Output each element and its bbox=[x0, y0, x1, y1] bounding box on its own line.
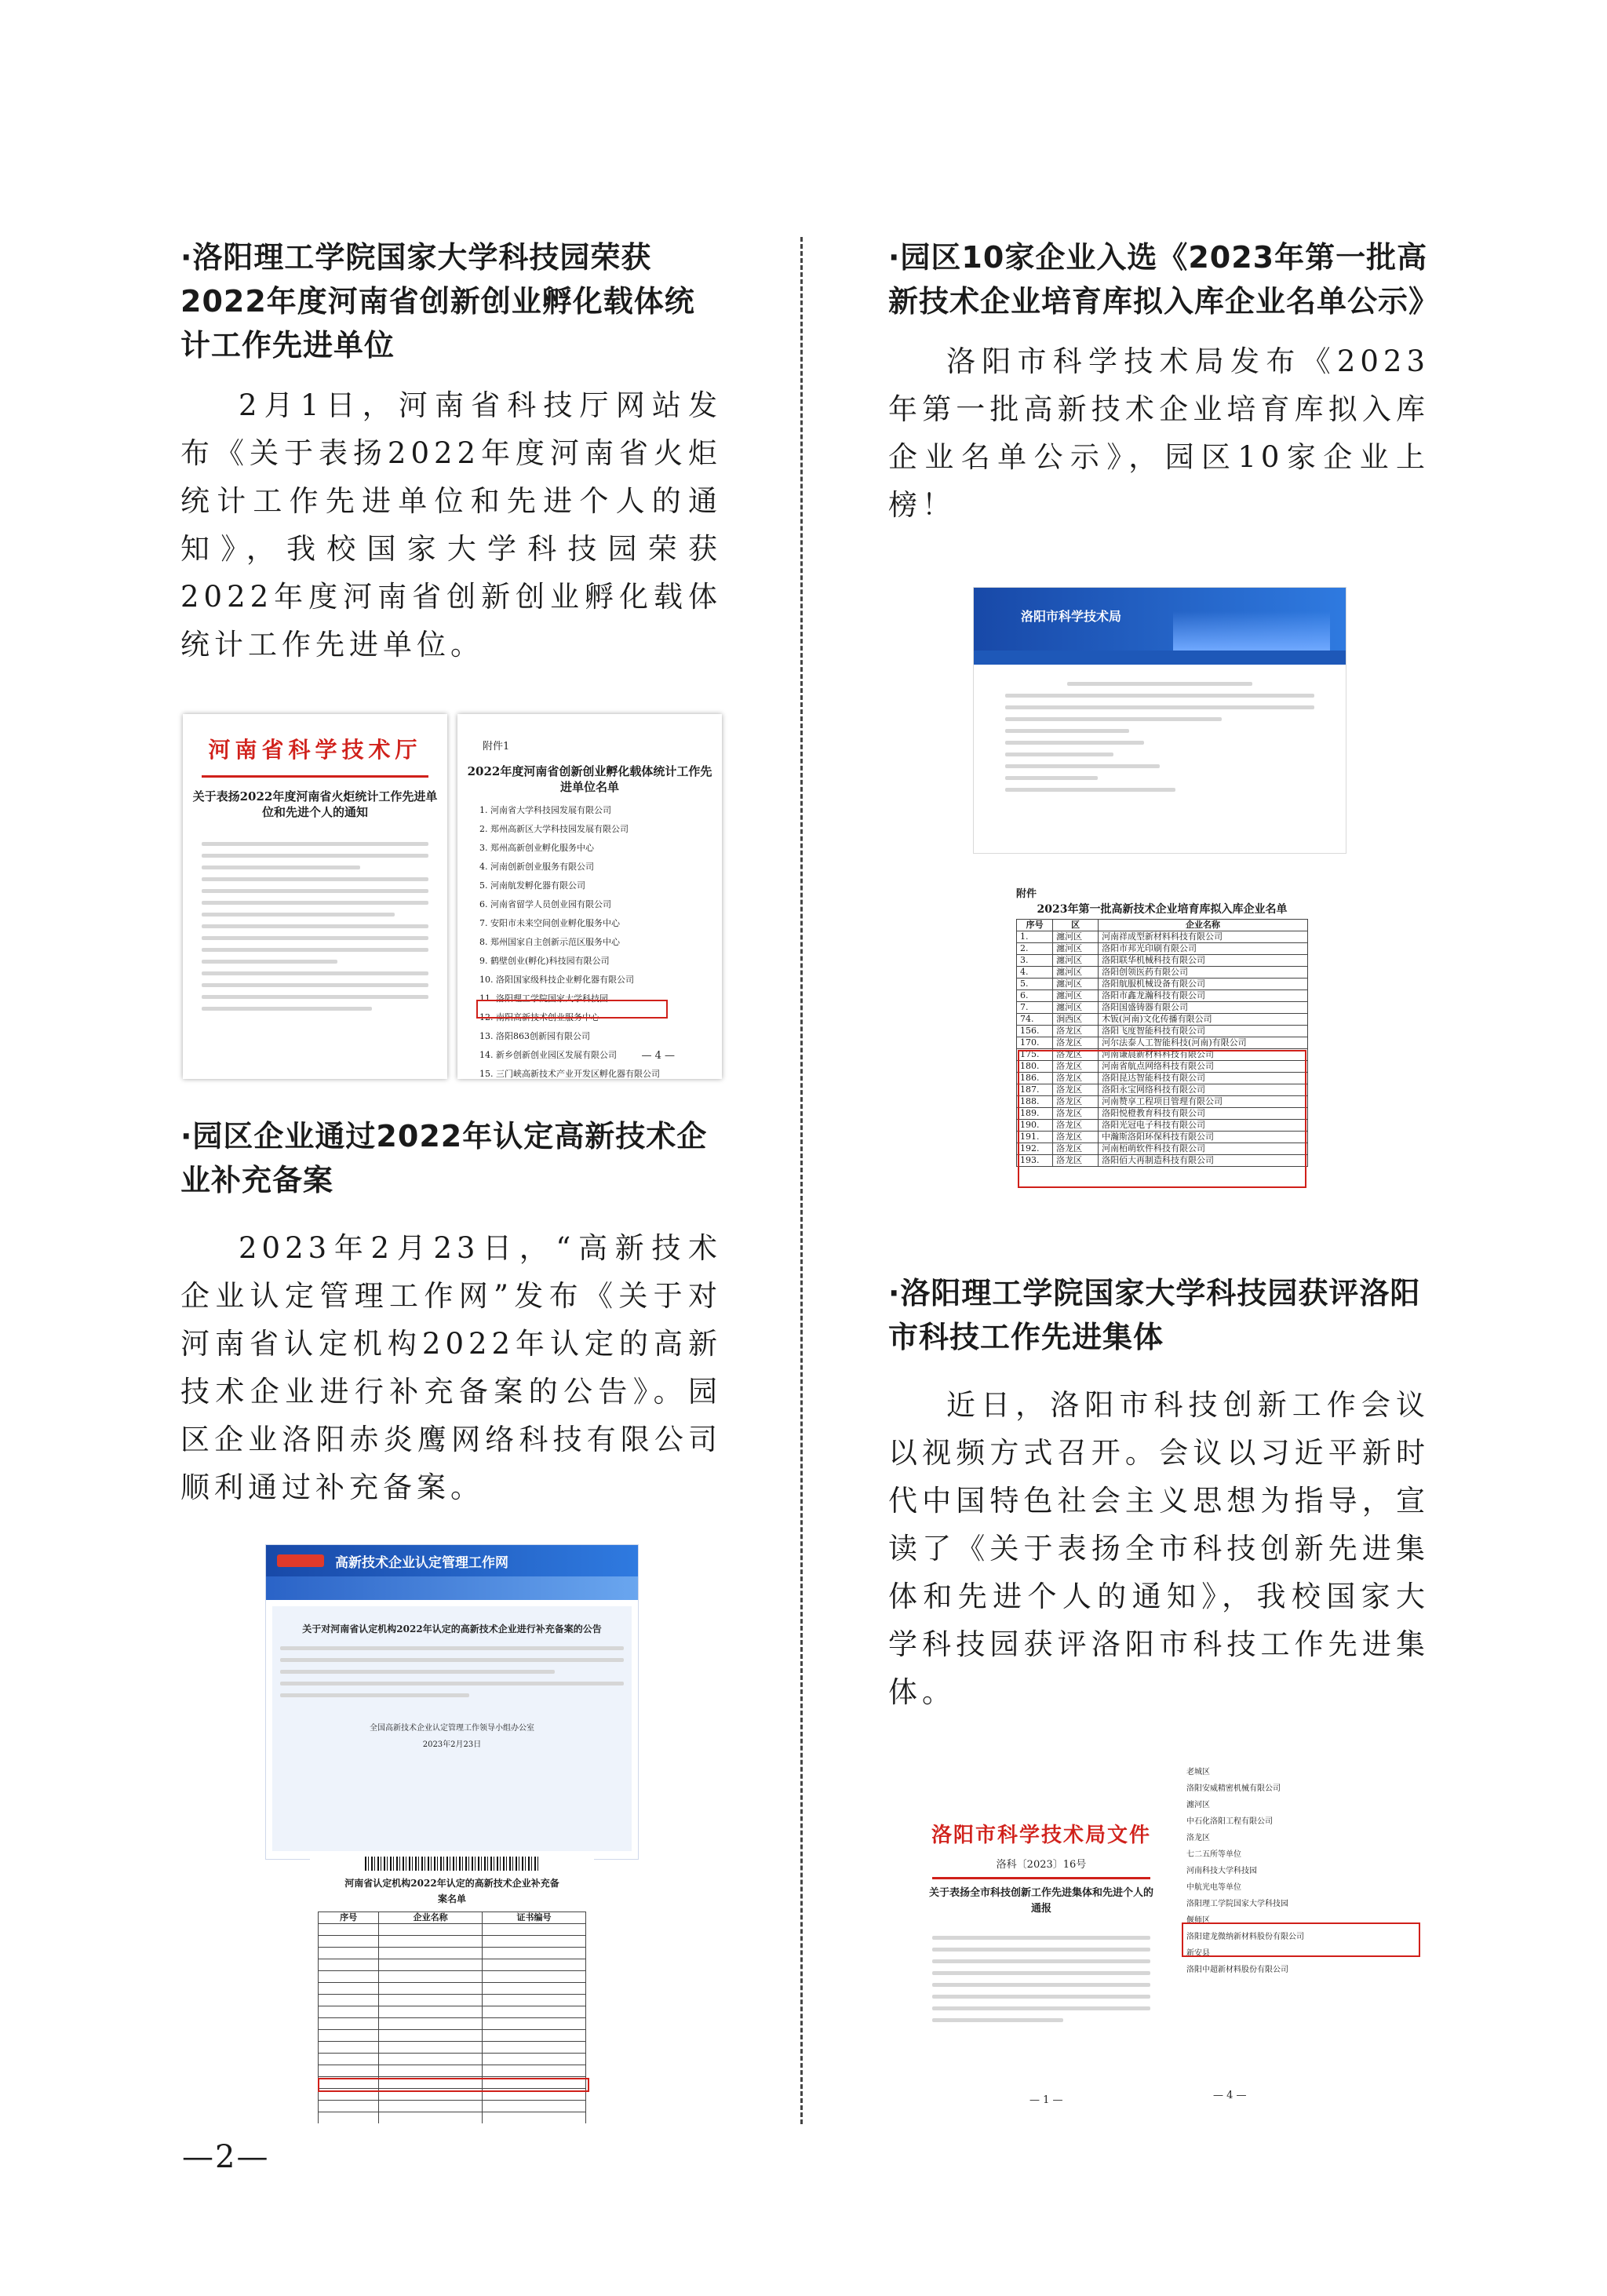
table-cell: 187. bbox=[1017, 1084, 1053, 1096]
article-2-body: 2023年2月23日，“高新技术企业认定管理工作网”发布《关于对河南省认定机构2022年认定的高新技术企业进行补充备案的公告》。园区企业洛阳赤炎鹰网络科技有限公司顺利通过补充备案。 bbox=[180, 1231, 722, 1504]
list-item: 洛阳建龙微纳新材料股份有限公司 bbox=[1186, 1933, 1304, 1941]
notice-body-lines bbox=[183, 826, 447, 1026]
table-cell: 洛阳创领医药有限公司 bbox=[1099, 967, 1308, 979]
table-cell bbox=[379, 1924, 483, 1936]
article-4-body: 近日，洛阳市科技创新工作会议以视频方式召开。会议以习近平新时代中国特色社会主义思想为指导，宣读了《关于表扬全市科技创新先进集体和先进个人的通知》，我校国家大学科技园获评洛阳市科技工作先进集体。 bbox=[888, 1388, 1430, 1709]
table-cell: 中瀚斯洛阳环保科技有限公司 bbox=[1099, 1132, 1308, 1143]
table-row bbox=[1017, 1037, 1308, 1049]
table-cell bbox=[379, 2101, 483, 2112]
page-mark: — 4 — bbox=[641, 1050, 675, 1062]
table-cell bbox=[319, 2042, 379, 2054]
right-column-2 bbox=[888, 1271, 1430, 1716]
henan-notice-image bbox=[183, 714, 447, 1079]
highlight-box bbox=[1018, 1050, 1306, 1188]
table-cell: 186. bbox=[1017, 1073, 1053, 1084]
table-cell: 180. bbox=[1017, 1061, 1053, 1073]
table-cell bbox=[379, 2006, 483, 2018]
table-cell: 瀍河区 bbox=[1053, 1002, 1099, 1014]
list-item: 洛阳理工学院国家大学科技园 bbox=[1186, 1900, 1288, 1908]
list-item: 5. 河南航发孵化器有限公司 bbox=[479, 880, 585, 891]
table-cell: 洛阳永宝网络科技有限公司 bbox=[1099, 1084, 1308, 1096]
table-cell: 洛龙区 bbox=[1053, 1037, 1099, 1049]
table-cell: 洛阳悦橙教育科技有限公司 bbox=[1099, 1108, 1308, 1120]
table-cell: 洛龙区 bbox=[1053, 1061, 1099, 1073]
table-cell: 洛阳航服机械设备有限公司 bbox=[1099, 979, 1308, 990]
table-cell bbox=[379, 1983, 483, 1995]
table-cell: 洛阳市鑫龙瀚科技有限公司 bbox=[1099, 990, 1308, 1002]
site-nav bbox=[974, 651, 1346, 665]
highlight-box bbox=[1182, 1922, 1420, 1957]
table-cell: 189. bbox=[1017, 1108, 1053, 1120]
table-row bbox=[1017, 967, 1308, 979]
list-item: 11. 洛阳理工学院国家大学科技园 bbox=[479, 993, 608, 1004]
list-item: 中石化洛阳工程有限公司 bbox=[1186, 1817, 1273, 1826]
table-cell: 洛阳市邦光印刷有限公司 bbox=[1099, 943, 1308, 955]
table-cell bbox=[319, 2112, 379, 2124]
table-row bbox=[319, 1948, 586, 1959]
table-cell bbox=[319, 1948, 379, 1959]
site-banner bbox=[974, 588, 1346, 651]
table-cell bbox=[319, 2030, 379, 2042]
table-row bbox=[1017, 943, 1308, 955]
table-cell bbox=[483, 2065, 586, 2077]
table-row bbox=[319, 2006, 586, 2018]
henan-org-title: 河南省科学技术厅 bbox=[208, 737, 422, 763]
table-cell bbox=[379, 2054, 483, 2065]
site-notice-title: 关于对河南省认定机构2022年认定的高新技术企业进行补充备案的公告 bbox=[302, 1624, 602, 1635]
table-cell: 河南省航点网络科技有限公司 bbox=[1099, 1061, 1308, 1073]
list-item: 河南科技大学科技园 bbox=[1186, 1867, 1257, 1875]
col-header: 企业名称 bbox=[1099, 920, 1308, 931]
table-cell: 涧西区 bbox=[1053, 1014, 1099, 1026]
list-item: 12. 南阳高新技术创业服务中心 bbox=[479, 1012, 599, 1022]
table-cell: 洛龙区 bbox=[1053, 1096, 1099, 1108]
table-cell: 瀍河区 bbox=[1053, 955, 1099, 967]
table-cell: 瀍河区 bbox=[1053, 931, 1099, 943]
list-item: 新安县 bbox=[1186, 1949, 1210, 1958]
table-cell bbox=[379, 1959, 483, 1971]
col-header: 区 bbox=[1053, 920, 1099, 931]
table-cell bbox=[319, 1983, 379, 1995]
right-column bbox=[888, 235, 1440, 529]
table-cell: 175. bbox=[1017, 1049, 1053, 1061]
site-office: 全国高新技术企业认定管理工作领导小组办公室 bbox=[370, 1724, 534, 1733]
table-cell: 5. bbox=[1017, 979, 1053, 990]
attachment-label: 附件 bbox=[1016, 888, 1037, 900]
list-item: 2. 郑州高新区大学科技园发展有限公司 bbox=[479, 824, 629, 834]
filing-list-title: 河南省认定机构2022年认定的高新技术企业补充备案名单 bbox=[344, 1878, 559, 1904]
site-logo bbox=[277, 1554, 324, 1567]
table-cell: 洛阳佰大再制造科技有限公司 bbox=[1099, 1155, 1308, 1167]
table-cell: 河南谦晨新材料科技有限公司 bbox=[1099, 1049, 1308, 1061]
table-cell: 洛阳昆达智能科技有限公司 bbox=[1099, 1073, 1308, 1084]
list-item: 3. 郑州高新创业孵化服务中心 bbox=[479, 843, 594, 853]
table-cell bbox=[483, 1983, 586, 1995]
table-row bbox=[319, 2030, 586, 2042]
list-item: 老城区 bbox=[1186, 1768, 1210, 1777]
table-row bbox=[1017, 979, 1308, 990]
table-cell bbox=[379, 2065, 483, 2077]
table-row bbox=[1017, 990, 1308, 1002]
table-cell bbox=[319, 1924, 379, 1936]
list-item: 15. 三门峡高新技术产业开发区孵化器有限公司 bbox=[479, 1069, 660, 1079]
table-cell: 河尔法泰人工智能科技(河南)有限公司 bbox=[1099, 1037, 1308, 1049]
luoyang-list-image bbox=[1177, 1758, 1420, 2116]
table-cell: 河南赞享工程项目管理有限公司 bbox=[1099, 1096, 1308, 1108]
list-item: 1. 河南省大学科技园发展有限公司 bbox=[479, 805, 611, 815]
col-header: 序号 bbox=[1017, 920, 1053, 931]
table-cell bbox=[483, 2030, 586, 2042]
table-row bbox=[319, 1924, 586, 1936]
table-cell bbox=[319, 2006, 379, 2018]
list-item: 7. 安阳市未来空间创业孵化服务中心 bbox=[479, 918, 620, 928]
site-title: 高新技术企业认定管理工作网 bbox=[335, 1554, 508, 1571]
table-row bbox=[319, 1995, 586, 2006]
table-cell: 洛龙区 bbox=[1053, 1143, 1099, 1155]
table-row bbox=[1017, 1014, 1308, 1026]
table-cell: 河南栢萌软件科技有限公司 bbox=[1099, 1143, 1308, 1155]
left-column bbox=[180, 235, 722, 669]
table-row bbox=[319, 2112, 586, 2124]
nursery-table-title: 2023年第一批高新技术企业培育库拟入库企业名单 bbox=[1037, 903, 1288, 916]
list-item: 8. 郑州国家自主创新示范区服务中心 bbox=[479, 937, 620, 947]
column-divider bbox=[800, 237, 803, 2124]
table-cell bbox=[319, 2054, 379, 2065]
table-cell bbox=[379, 1948, 483, 1959]
table-cell: 洛龙区 bbox=[1053, 1155, 1099, 1167]
table-cell: 3. bbox=[1017, 955, 1053, 967]
table-row bbox=[1017, 955, 1308, 967]
table-row bbox=[319, 1971, 586, 1983]
table-cell bbox=[379, 1995, 483, 2006]
skyline-graphic bbox=[1173, 611, 1330, 651]
table-cell bbox=[319, 1959, 379, 1971]
table-cell: 洛龙区 bbox=[1053, 1108, 1099, 1120]
table-cell bbox=[483, 1924, 586, 1936]
attachment-label: 附件1 bbox=[483, 741, 510, 753]
list-item: 偃师区 bbox=[1186, 1916, 1210, 1925]
table-cell: 河南祥成型新材料科技有限公司 bbox=[1099, 931, 1308, 943]
table-cell bbox=[319, 2065, 379, 2077]
table-cell bbox=[379, 1971, 483, 1983]
table-cell bbox=[483, 1959, 586, 1971]
site-nav bbox=[266, 1576, 638, 1600]
table-cell: 156. bbox=[1017, 1026, 1053, 1037]
table-cell: 191. bbox=[1017, 1132, 1053, 1143]
site-banner bbox=[266, 1545, 638, 1576]
table-cell bbox=[319, 2101, 379, 2112]
henan-list-image bbox=[457, 714, 722, 1079]
table-cell bbox=[483, 2101, 586, 2112]
table-cell: 洛龙区 bbox=[1053, 1026, 1099, 1037]
table-cell: 192. bbox=[1017, 1143, 1053, 1155]
luoyang-website-image bbox=[973, 587, 1346, 854]
table-cell: 洛阳光冠电子科技有限公司 bbox=[1099, 1120, 1308, 1132]
table-cell: 木钣(河南)文化传播有限公司 bbox=[1099, 1014, 1308, 1026]
list-item: 中航光电等单位 bbox=[1186, 1883, 1241, 1892]
henan-notice-title: 关于表扬2022年度河南省火炬统计工作先进单位和先进个人的通知 bbox=[192, 789, 438, 819]
table-cell bbox=[319, 1971, 379, 1983]
highlight-box bbox=[318, 2078, 589, 2092]
list-item: 9. 鹤壁创业(孵化)科技园有限公司 bbox=[479, 956, 610, 966]
table-cell: 洛阳国盛铸器有限公司 bbox=[1099, 1002, 1308, 1014]
henan-list-title: 2022年度河南省创新创业孵化载体统计工作先进单位名单 bbox=[467, 764, 712, 794]
table-cell bbox=[483, 1948, 586, 1959]
table-row bbox=[319, 1936, 586, 1948]
table-cell: 4. bbox=[1017, 967, 1053, 979]
table-row bbox=[319, 2018, 586, 2030]
luoyang-doc-number: 洛科〔2023〕16号 bbox=[996, 1859, 1087, 1871]
table-cell bbox=[483, 2112, 586, 2124]
table-cell bbox=[319, 1936, 379, 1948]
list-item: 13. 洛阳863创新园有限公司 bbox=[479, 1031, 590, 1041]
table-row bbox=[319, 2065, 586, 2077]
col-header: 企业名称 bbox=[379, 1912, 483, 1924]
table-cell bbox=[483, 1971, 586, 1983]
article-4-title: ·洛阳理工学院国家大学科技园获评洛阳市科技工作先进集体 bbox=[888, 1276, 1421, 1354]
site-title: 洛阳市科学技术局 bbox=[1021, 609, 1122, 624]
table-row bbox=[319, 2042, 586, 2054]
luoyang-document-image bbox=[920, 1770, 1163, 2116]
luoyang-doc-org: 洛阳市科学技术局文件 bbox=[931, 1824, 1151, 1847]
table-cell: 190. bbox=[1017, 1120, 1053, 1132]
article-3-body: 洛阳市科学技术局发布《2023年第一批高新技术企业培育库拟入库企业名单公示》，园区10家企业上榜！ bbox=[888, 344, 1430, 522]
article-1-body: 2月1日，河南省科技厅网站发布《关于表扬2022年度河南省火炬统计工作先进单位和先进个人的通知》，我校国家大学科技园荣获2022年度河南省创新创业孵化载体统计工作先进单位。 bbox=[180, 388, 722, 661]
table-cell bbox=[483, 2018, 586, 2030]
col-header: 证书编号 bbox=[483, 1912, 586, 1924]
table-cell: 193. bbox=[1017, 1155, 1053, 1167]
highlight-box bbox=[476, 1000, 668, 1019]
table-cell: 6. bbox=[1017, 990, 1053, 1002]
table-cell: 1. bbox=[1017, 931, 1053, 943]
article-2-title: ·园区企业通过2022年认定高新技术企业补充备案 bbox=[180, 1119, 708, 1197]
table-cell bbox=[319, 1995, 379, 2006]
luoyang-notice-title: 关于表扬全市科技创新工作先进集体和先进个人的通报 bbox=[929, 1887, 1154, 1915]
table-row bbox=[1017, 931, 1308, 943]
table-row bbox=[319, 1959, 586, 1971]
table-row bbox=[319, 2054, 586, 2065]
hitech-website-image bbox=[265, 1544, 639, 1860]
table-cell: 洛阳飞度智能科技有限公司 bbox=[1099, 1026, 1308, 1037]
table-cell: 洛龙区 bbox=[1053, 1049, 1099, 1061]
article-3-title: ·园区10家企业入选《2023年第一批高新技术企业培育库拟入库企业名单公示》 bbox=[888, 240, 1440, 319]
table-cell: 188. bbox=[1017, 1096, 1053, 1108]
table-cell: 洛龙区 bbox=[1053, 1120, 1099, 1132]
table-cell bbox=[379, 2018, 483, 2030]
list-item: 14. 新乡创新创业园区发展有限公司 bbox=[479, 1050, 617, 1060]
page-mark: — 4 — bbox=[1213, 2090, 1247, 2101]
table-cell: 2. bbox=[1017, 943, 1053, 955]
table-cell bbox=[483, 2006, 586, 2018]
table-cell: 7. bbox=[1017, 1002, 1053, 1014]
table-cell bbox=[483, 2054, 586, 2065]
list-item: 洛阳中超新材料股份有限公司 bbox=[1186, 1966, 1288, 1974]
filing-list-image bbox=[310, 1857, 594, 2123]
table-cell: 瀍河区 bbox=[1053, 943, 1099, 955]
table-cell bbox=[483, 1995, 586, 2006]
table-cell bbox=[379, 2042, 483, 2054]
list-item: 洛龙区 bbox=[1186, 1834, 1210, 1842]
col-header: 序号 bbox=[319, 1912, 379, 1924]
table-cell: 洛龙区 bbox=[1053, 1073, 1099, 1084]
table-cell: 洛龙区 bbox=[1053, 1132, 1099, 1143]
list-item: 4. 河南创新创业服务有限公司 bbox=[479, 862, 594, 872]
article-1-title: ·洛阳理工学院国家大学科技园荣获2022年度河南省创新创业孵化载体统计工作先进单位 bbox=[180, 240, 695, 363]
table-cell: 74. bbox=[1017, 1014, 1053, 1026]
table-cell bbox=[483, 2042, 586, 2054]
table-cell: 洛龙区 bbox=[1053, 1084, 1099, 1096]
barcode bbox=[365, 1857, 539, 1871]
site-date: 2023年2月23日 bbox=[422, 1740, 482, 1749]
list-item: 6. 河南省留学人员创业园有限公司 bbox=[479, 899, 611, 909]
table-row bbox=[1017, 1002, 1308, 1014]
list-item: 10. 洛阳国家级科技企业孵化器有限公司 bbox=[479, 975, 634, 985]
table-cell: 瀍河区 bbox=[1053, 990, 1099, 1002]
page-mark: — 1 — bbox=[1029, 2094, 1063, 2106]
red-rule bbox=[202, 775, 428, 778]
henan-unit-list bbox=[457, 801, 722, 1079]
table-cell: 瀍河区 bbox=[1053, 979, 1099, 990]
table-cell bbox=[379, 1936, 483, 1948]
list-item: 洛阳安威精密机械有限公司 bbox=[1186, 1784, 1281, 1793]
page-number: —2— bbox=[182, 2139, 270, 2175]
table-row bbox=[319, 1983, 586, 1995]
list-item: 瀍河区 bbox=[1186, 1801, 1210, 1809]
list-item: 七二五所等单位 bbox=[1186, 1850, 1241, 1859]
table-cell: 瀍河区 bbox=[1053, 967, 1099, 979]
site-content bbox=[272, 1606, 632, 1851]
table-row bbox=[319, 2101, 586, 2112]
table-cell: 170. bbox=[1017, 1037, 1053, 1049]
nursery-list-image bbox=[1016, 885, 1308, 1221]
table-cell: 洛阳联华机械科技有限公司 bbox=[1099, 955, 1308, 967]
table-cell bbox=[379, 2112, 483, 2124]
table-cell bbox=[319, 2018, 379, 2030]
table-cell bbox=[379, 2030, 483, 2042]
table-cell bbox=[483, 1936, 586, 1948]
red-rule bbox=[932, 1877, 1150, 1879]
left-column-2 bbox=[180, 1114, 722, 1511]
table-row bbox=[1017, 1026, 1308, 1037]
